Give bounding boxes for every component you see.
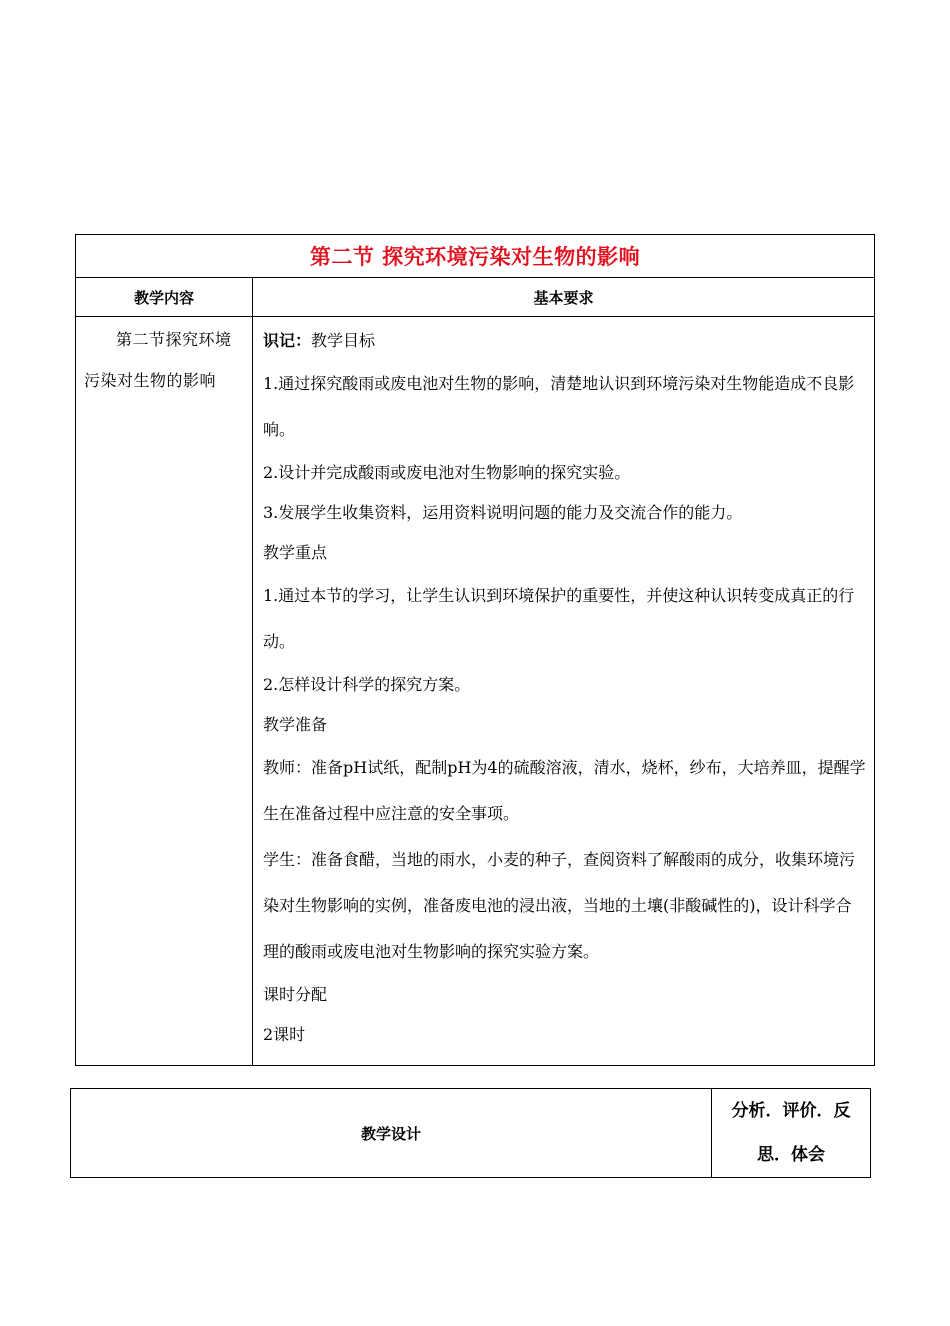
- goal-item-2: 2.设计并完成酸雨或废电池对生物影响的探究实验。: [263, 463, 631, 482]
- focus-item-2: 2.怎样设计科学的探究方案。: [263, 675, 471, 694]
- time-value: 2课时: [263, 1025, 306, 1044]
- prep-student: 学生：准备食醋，当地的雨水，小麦的种子，查阅资料了解酸雨的成分，收集环境污染对生物影响的实例，准备废电池的浸出液，当地的土壤(非酸碱性的)，设计科学合理的酸雨或废电池对生物影响的探究实验方案。: [263, 850, 856, 961]
- content-text: 第二节探究环境污染对生物的影响: [84, 330, 232, 390]
- design-table: [70, 1088, 871, 1178]
- goal-item-1: 1.通过探究酸雨或废电池对生物的影响，清楚地认识到环境污染对生物能造成不良影响。: [263, 374, 855, 439]
- goal-item-3: 3.发展学生收集资料，运用资料说明问题的能力及交流合作的能力。: [263, 503, 743, 522]
- requirements-cell: [253, 317, 875, 1066]
- teaching-design-label: 教学设计: [71, 1089, 712, 1178]
- prep-title: 教学准备: [263, 715, 328, 734]
- memorize-label: 识记：: [263, 331, 312, 350]
- prep-teacher: 教师：准备pH试纸，配制pH为4的硫酸溶液，清水，烧杯，纱布，大培养皿，提醒学生在准备过程中应注意的安全事项。: [263, 758, 866, 823]
- goal-heading: [263, 321, 866, 361]
- title-cell: [76, 235, 875, 278]
- lesson-table: [75, 234, 875, 1066]
- content-cell: [76, 317, 253, 1066]
- goal-title: 教学目标: [311, 331, 376, 350]
- analysis-label: 分析．评价．反思．体会: [712, 1089, 871, 1178]
- time-title: 课时分配: [263, 985, 328, 1004]
- lesson-title: 第二节 探究环境污染对生物的影响: [309, 245, 641, 269]
- focus-title: 教学重点: [263, 543, 328, 562]
- header-basic-requirements: 基本要求: [253, 278, 875, 317]
- header-teaching-content: 教学内容: [76, 278, 253, 317]
- focus-item-1: 1.通过本节的学习，让学生认识到环境保护的重要性，并使这种认识转变成真正的行动。: [263, 586, 855, 651]
